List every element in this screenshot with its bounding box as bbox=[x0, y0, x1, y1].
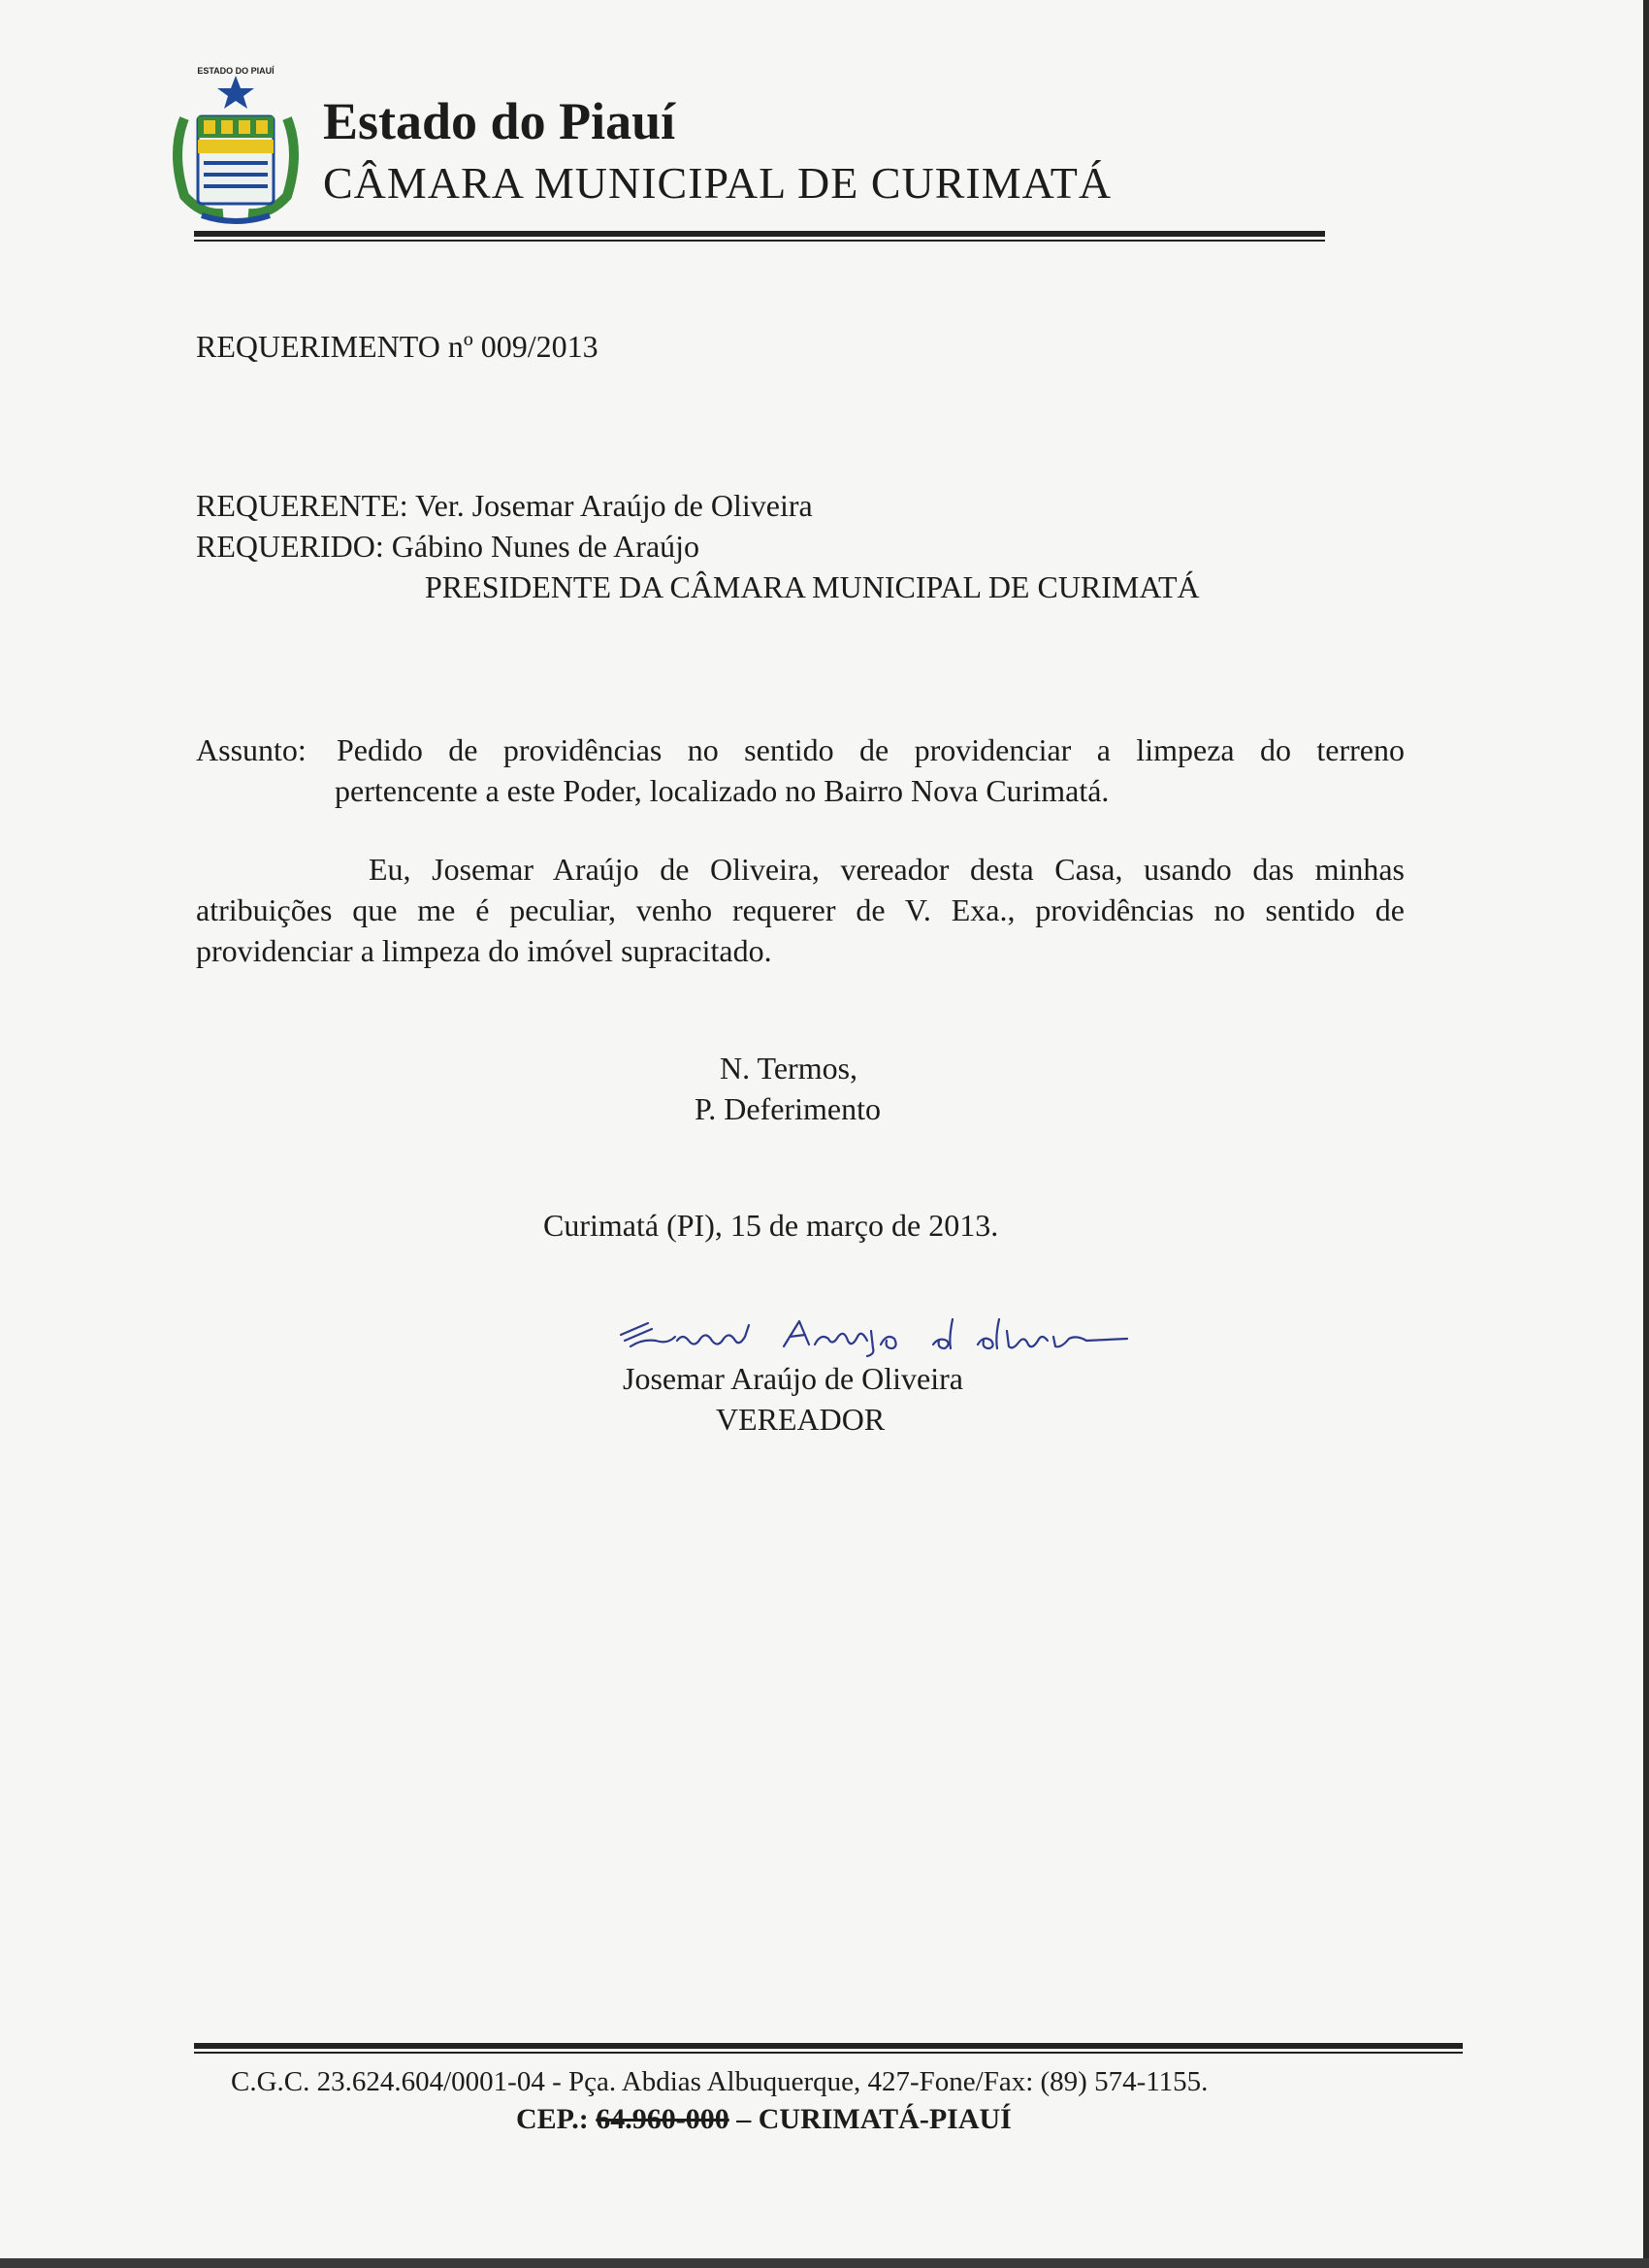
scan-edge-bottom bbox=[0, 2258, 1649, 2268]
footer-cep-label: CEP.: bbox=[516, 2103, 597, 2135]
footer-cep-value: 64.960-000 bbox=[596, 2103, 729, 2135]
subject-label: Assunto: bbox=[196, 732, 307, 767]
footer-city: – CURIMATÁ-PIAUÍ bbox=[728, 2103, 1012, 2135]
handwritten-signature bbox=[613, 1312, 1137, 1360]
header-divider bbox=[194, 231, 1325, 242]
body-line-3: providenciar a limpeza do imóvel supracitado. bbox=[196, 933, 772, 968]
footer-cep-line bbox=[516, 2103, 1012, 2136]
closing-deferimento: P. Deferimento bbox=[695, 1091, 881, 1126]
subject-text-line2: pertencente a este Poder, localizado no Bairro Nova Curimatá. bbox=[335, 773, 1110, 808]
footer-divider bbox=[194, 2043, 1463, 2054]
place-and-date: Curimatá (PI), 15 de março de 2013. bbox=[543, 1208, 999, 1243]
header-state-title: Estado do Piauí bbox=[323, 92, 676, 150]
signer-name: Josemar Araújo de Oliveira bbox=[623, 1361, 963, 1396]
subject-block bbox=[196, 729, 1405, 811]
subject-text-line1: Pedido de providências no sentido de providenciar a limpeza do terreno bbox=[337, 732, 1405, 767]
scan-edge-right bbox=[1643, 0, 1649, 2268]
body-line-1: Eu, Josemar Araújo de Oliveira, vereador desta Casa, usando das minhas bbox=[369, 852, 1405, 887]
body-paragraph bbox=[196, 849, 1405, 971]
recipient-title: PRESIDENTE DA CÂMARA MUNICIPAL DE CURIMATÁ bbox=[425, 569, 1200, 604]
state-crest-logo bbox=[163, 60, 308, 227]
requester-line: REQUERENTE: Ver. Josemar Araújo de Oliveira bbox=[196, 488, 813, 523]
footer-contact-line: C.G.C. 23.624.604/0001-04 - Pça. Abdias Albuquerque, 427-Fone/Fax: (89) 574-1155. bbox=[231, 2066, 1209, 2097]
svg-text:ESTADO DO PIAUÍ: ESTADO DO PIAUÍ bbox=[197, 66, 275, 76]
closing-terms: N. Termos, bbox=[720, 1051, 858, 1085]
signer-role: VEREADOR bbox=[716, 1402, 886, 1437]
request-number: REQUERIMENTO nº 009/2013 bbox=[196, 329, 598, 364]
body-line-2: atribuições que me é peculiar, venho requerer de V. Exa., providências no sentido de bbox=[196, 892, 1405, 927]
header-chamber-title: CÂMARA MUNICIPAL DE CURIMATÁ bbox=[323, 158, 1113, 208]
recipient-line: REQUERIDO: Gábino Nunes de Araújo bbox=[196, 529, 700, 564]
